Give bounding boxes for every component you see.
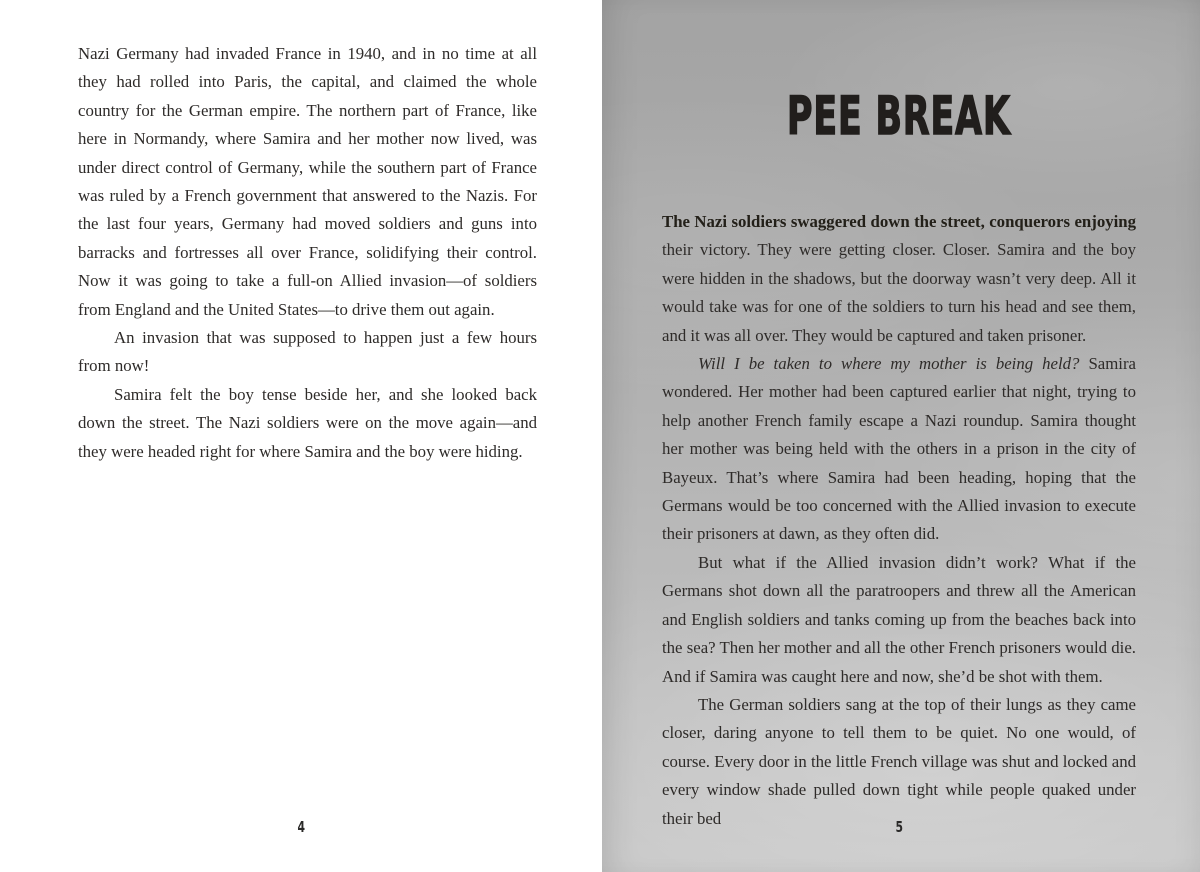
paragraph: Nazi Germany had invaded France in 1940, and in no time at all they had rolled into Paris, the capital, and claimed the whole country for the German empire. The northern part of France, like here in Normandy, where Samira and her mother now lived, was under direct control of Germany, while the southern part of France was ruled by a French government that answered to the Nazis. For the last four years, Germany had moved soldiers and guns into barracks and fortresses all over France, solidifying their control. Now it was going to take a full-on Allied invasion—of soldiers from England and the United States—to drive them out again. — [78, 44, 537, 319]
paragraph: But what if the Allied invasion didn’t work? What if the Germans shot down all the paratroopers and threw all the American and English soldiers and tanks coming up from the beaches back into the sea? Then her mother and all the other French prisoners would die. And if Samira was caught here and now, she’d be shot with them. — [662, 552, 1136, 686]
right-page-number-value: 5 — [895, 818, 903, 836]
paragraph: Will I be taken to where my mother is being held? Samira wondered. Her mother had been captured earlier that night, trying to help another French family escape a Nazi roundup. Samira thought her mother was being held with the others in a prison in the city of Bayeux. That’s where Samira had been heading, hoping that the Germans would be too concerned with the Allied invasion to execute their prisoners at dawn, as they often did. — [662, 354, 1136, 544]
chapter-title — [662, 85, 1136, 147]
paragraph: The Nazi soldiers swaggered down the street, conquerors enjoying their victory. They were getting closer. Closer. Samira and the boy were hidden in the shadows, but the doorway wasn’t very deep. All it would take was for one of the soldiers to turn his head and see them, and it was all over. They would be captured and taken prisoner. — [662, 212, 1136, 345]
italic-lead-text: Will I be taken to where my mother is being held? — [698, 354, 1080, 374]
chapter-title-text: PEE BREAK — [787, 85, 1011, 147]
right-page-number — [602, 818, 1196, 836]
left-page-number-value: 4 — [297, 818, 305, 836]
paragraph: The German soldiers sang at the top of their lungs as they came closer, daring anyone to tell them to be quiet. No one would, of course. Every door in the little French village was shut and locked and every window shade pulled down tight while people quaked under their bed — [662, 694, 1136, 828]
bold-lead-text: The Nazi soldiers swaggered down the street, conquerors enjoying — [662, 212, 1136, 231]
paragraph: Samira felt the boy tense beside her, and she looked back down the street. The Nazi soldiers were on the move again—and they were headed right for where Samira and the boy were hiding. — [78, 384, 537, 461]
right-page-text — [662, 208, 1136, 833]
paragraph: An invasion that was supposed to happen just a few hours from now! — [78, 328, 537, 376]
right-page — [602, 0, 1200, 872]
left-page-text — [78, 40, 537, 466]
left-page-number — [0, 818, 626, 836]
